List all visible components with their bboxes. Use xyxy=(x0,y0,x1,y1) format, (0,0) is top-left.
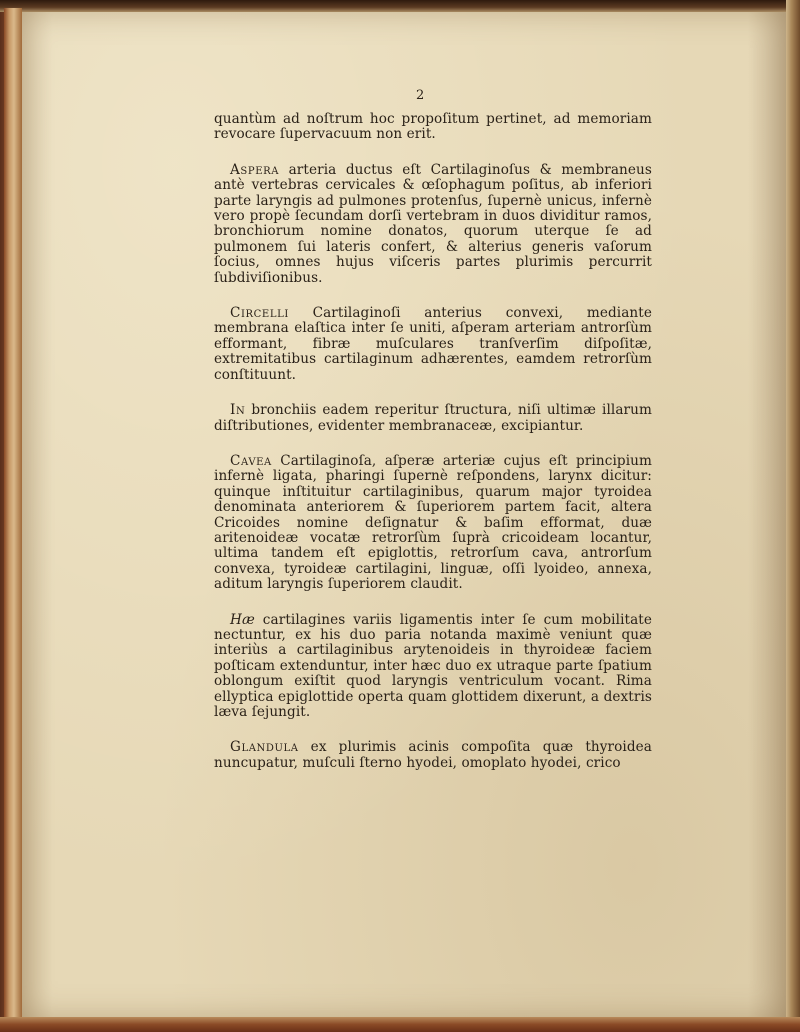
paragraph-1 xyxy=(214,112,652,143)
left-page-edge xyxy=(4,8,22,1023)
paragraph-text: Cartilaginoſi anterius convexi, mediante membrana elaſtica inter ſe uniti, aſperam arteriam antrorſùm efformant, fibræ muſculares tranſverſim diſpoſitæ, extremitatibus cartilaginum adhærentes, eamdem retrorſùm conſtituunt. xyxy=(214,305,652,383)
page-number: 2 xyxy=(416,88,425,103)
paragraph-in xyxy=(214,403,652,434)
paragraph-text: arteria ductus eſt Cartilaginoſus & membraneus antè vertebras cervicales & œſophagum poſitus, ab inferiori parte laryngis ad pulmones protenſus, ſupernè unicus, infernè vero propè ſecundam dorſi vertebram in duos dividitur ramos, bronchiorum nomine donatos, quorum uterque ſe ad pulmonem ſui lateris confert, & alterius generis vaſorum ſocius, omnes hujus viſceris partes plurimis percurrit ſubdiviſionibus. xyxy=(214,161,652,286)
paragraph-hae xyxy=(214,613,652,721)
paragraph-lead-word: Cavea xyxy=(230,452,272,469)
paragraph-lead-word: Aspera xyxy=(230,161,280,178)
paragraph-text: bronchiis eadem reperitur ſtructura, niſi ultimæ illarum diſtributiones, evidenter membranaceæ, excipiantur. xyxy=(214,402,652,434)
paragraph-glandula xyxy=(214,740,652,771)
page-text xyxy=(214,112,652,791)
bottom-page-edge xyxy=(0,1017,800,1032)
paragraph-lead-word: Hæ xyxy=(230,611,255,628)
paragraph-text: ex plurimis acinis compoſita quæ thyroidea nuncupatur, muſculi ſterno hyodei, omoplato hyodei, crico xyxy=(214,739,652,771)
right-page-edge xyxy=(786,0,800,1032)
paragraph-lead-word: Glandula xyxy=(230,739,299,756)
paragraph-text: Cartilaginoſa, aſperæ arteriæ cujus eſt principium infernè ligata, pharingi ſupernè reſpondens, larynx dicitur: quinque inſtituitur cartilaginibus, quarum major tyroidea denominata anteriorem & ſuperiorem partem facit, altera Cricoides nomine deſignatur & baſim efformat, duæ aritenoideæ vocatæ retrorſùm ſuprà cricoideam locantur, ultima tandem eſt epiglottis, retrorſum cava, antrorſum convexa, tyroideæ cartilagini, linguæ, oſſi lyoideo, annexa, aditum laryngis ſuperiorem claudit. xyxy=(214,452,652,593)
paragraph-circelli xyxy=(214,306,652,383)
paragraph-aspera xyxy=(214,163,652,286)
paragraph-lead-word: In xyxy=(230,402,246,419)
paragraph-text: quantùm ad noſtrum hoc propoſitum pertinet, ad memoriam revocare ſupervacuum non erit. xyxy=(214,111,652,143)
paragraph-cavea xyxy=(214,454,652,593)
paragraph-text: cartilagines variis ligamentis inter ſe cum mobilitate nectuntur, ex his duo paria notanda maximè veniunt quæ interiùs a cartilaginibus arytenoideis in thyroideæ faciem poſticam extenduntur, inter hæc duo ex utraque parte ſpatium oblongum exiſtit quod laryngis ventriculum vocant. Rima ellyptica epiglottide operta quam glottidem dixerunt, a dextris læva ſejungit. xyxy=(214,611,652,720)
top-page-edge xyxy=(0,0,800,12)
paragraph-lead-word: Circelli xyxy=(230,305,289,322)
